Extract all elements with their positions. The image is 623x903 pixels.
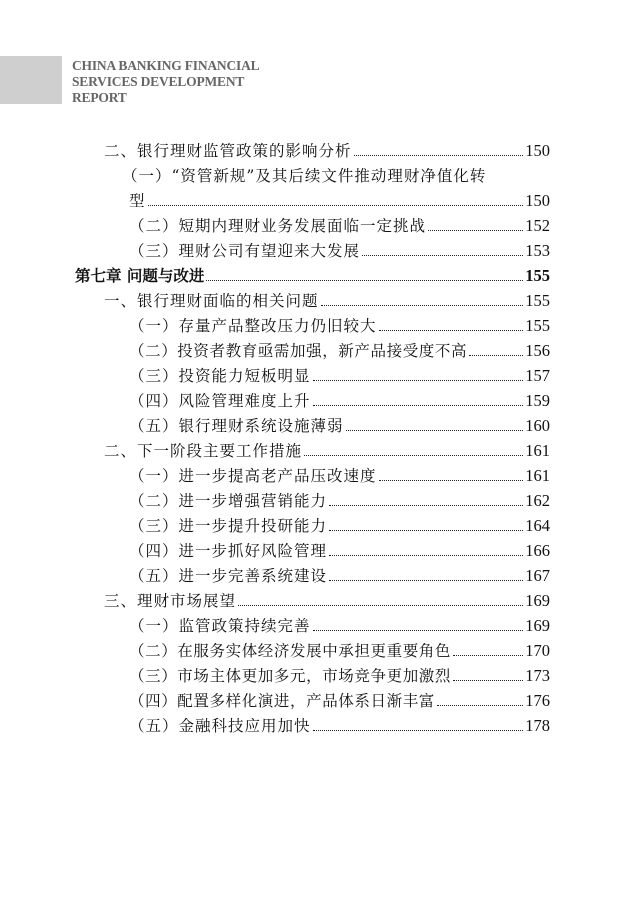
toc-entry[interactable] bbox=[129, 466, 550, 486]
toc-entry-title: （四）配置多样化演进，产品体系日渐丰富 bbox=[129, 692, 435, 710]
toc-leader bbox=[329, 580, 523, 581]
header-line: CHINA BANKING FINANCIAL bbox=[72, 58, 260, 73]
toc-entry-page: 150 bbox=[525, 191, 550, 210]
toc-entry-page: 173 bbox=[525, 666, 550, 685]
toc-entry[interactable] bbox=[129, 316, 550, 336]
header-line: REPORT bbox=[72, 90, 127, 105]
toc-entry-page: 170 bbox=[525, 641, 550, 660]
toc-entry-page: 169 bbox=[525, 591, 550, 610]
toc-entry[interactable] bbox=[129, 391, 550, 411]
toc-entry-page: 176 bbox=[525, 691, 550, 710]
toc-entry-page: 161 bbox=[525, 441, 550, 460]
toc-entry-title: （五）进一步完善系统建设 bbox=[129, 567, 328, 585]
toc-entry-page: 155 bbox=[525, 291, 550, 310]
toc-entry-page: 153 bbox=[525, 241, 550, 260]
toc-entry-title: （二）进一步增强营销能力 bbox=[129, 492, 328, 510]
toc-entry-page: 155 bbox=[525, 266, 550, 285]
toc-leader bbox=[313, 630, 524, 631]
toc-entry-page: 150 bbox=[525, 141, 550, 160]
toc-entry[interactable] bbox=[104, 141, 550, 161]
toc-leader bbox=[313, 730, 524, 731]
toc-leader bbox=[313, 380, 524, 381]
toc-entry[interactable] bbox=[104, 441, 550, 461]
toc-leader bbox=[453, 655, 523, 656]
toc-entry-title: （三）理财公司有望迎来大发展 bbox=[129, 242, 361, 260]
toc-chapter-entry[interactable] bbox=[75, 266, 550, 286]
toc-entry[interactable] bbox=[104, 291, 550, 311]
toc-entry-page: 156 bbox=[525, 341, 550, 360]
toc-entry[interactable] bbox=[129, 641, 550, 661]
toc-leader bbox=[206, 280, 523, 281]
toc-entry-title: （四）进一步抓好风险管理 bbox=[129, 542, 328, 560]
toc-entry-title: （一）监管政策持续完善 bbox=[129, 617, 311, 635]
toc-leader bbox=[329, 505, 523, 506]
toc-entry-title: （一）存量产品整改压力仍旧较大 bbox=[129, 317, 377, 335]
toc-leader bbox=[329, 530, 523, 531]
toc-entry-page: 169 bbox=[525, 616, 550, 635]
toc-leader bbox=[238, 605, 523, 606]
toc-entry-title: 一、银行理财面临的相关问题 bbox=[104, 292, 319, 310]
toc-entry-title: 二、下一阶段主要工作措施 bbox=[104, 442, 303, 460]
toc-entry[interactable] bbox=[129, 366, 550, 386]
toc-entry-page: 164 bbox=[525, 516, 550, 535]
toc-entry[interactable] bbox=[129, 416, 550, 436]
toc-entry-page: 178 bbox=[525, 716, 550, 735]
toc-entry-title: （二）投资者教育亟需加强，新产品接受度不高 bbox=[129, 342, 468, 360]
toc-leader bbox=[354, 155, 524, 156]
toc-entry-page: 160 bbox=[525, 416, 550, 435]
toc-entry-page: 166 bbox=[525, 541, 550, 560]
toc-entry[interactable] bbox=[129, 241, 550, 261]
toc-entry-page: 155 bbox=[525, 316, 550, 335]
toc-entry[interactable] bbox=[129, 666, 550, 686]
toc-entry-title: 三、理财市场展望 bbox=[104, 592, 237, 610]
toc-entry-title: （二）短期内理财业务发展面临一定挑战 bbox=[129, 217, 427, 235]
toc-entry[interactable] bbox=[129, 716, 550, 736]
toc-entry-page: 161 bbox=[525, 466, 550, 485]
toc-entry[interactable] bbox=[129, 191, 550, 211]
toc-entry-title: （五）银行理财系统设施薄弱 bbox=[129, 417, 344, 435]
toc-leader bbox=[453, 680, 523, 681]
toc-leader bbox=[148, 205, 524, 206]
toc-leader bbox=[346, 430, 524, 431]
toc-leader bbox=[329, 555, 523, 556]
toc-entry-page: 152 bbox=[525, 216, 550, 235]
header-gray-block bbox=[0, 56, 62, 104]
toc-entry-page: 157 bbox=[525, 366, 550, 385]
toc-leader bbox=[321, 305, 524, 306]
toc-leader bbox=[428, 230, 523, 231]
toc-leader bbox=[362, 255, 523, 256]
toc-entry-title: （三）投资能力短板明显 bbox=[129, 367, 311, 385]
toc-entry-page: 167 bbox=[525, 566, 550, 585]
toc-entry[interactable] bbox=[129, 566, 550, 586]
toc-entry[interactable] bbox=[104, 591, 550, 611]
toc-entry-title: （二）在服务实体经济发展中承担更重要角色 bbox=[129, 642, 452, 660]
toc-leader bbox=[313, 405, 524, 406]
toc-leader bbox=[379, 480, 524, 481]
toc-leader bbox=[469, 355, 523, 356]
toc-entry-page: 159 bbox=[525, 391, 550, 410]
toc-entry-title: （三）市场主体更加多元，市场竞争更加激烈 bbox=[129, 667, 452, 685]
toc-entry-title[interactable]: （一）“资管新规”及其后续文件推动理财净值化转 bbox=[122, 167, 487, 185]
toc-leader bbox=[304, 455, 523, 456]
toc-entry-title: （五）金融科技应用加快 bbox=[129, 717, 311, 735]
toc-entry[interactable] bbox=[129, 691, 550, 711]
toc-entry-title: 二、银行理财监管政策的影响分析 bbox=[104, 142, 352, 160]
toc-leader bbox=[379, 330, 524, 331]
toc-entry[interactable] bbox=[129, 516, 550, 536]
running-header bbox=[72, 58, 332, 106]
toc-entry[interactable] bbox=[129, 216, 550, 236]
toc-entry-title: （一）进一步提高老产品压改速度 bbox=[129, 467, 377, 485]
toc-chapter-title: 第七章 问题与改进 bbox=[75, 266, 205, 285]
toc-entry[interactable] bbox=[129, 491, 550, 511]
toc-entry-title: （四）风险管理难度上升 bbox=[129, 392, 311, 410]
toc-leader bbox=[437, 705, 523, 706]
toc-entry[interactable] bbox=[129, 341, 550, 361]
toc-entry[interactable] bbox=[129, 541, 550, 561]
toc-entry-page: 162 bbox=[525, 491, 550, 510]
toc-entry-title-continued: 型 bbox=[129, 192, 146, 210]
toc-entry-title: （三）进一步提升投研能力 bbox=[129, 517, 328, 535]
header-line: SERVICES DEVELOPMENT bbox=[72, 74, 245, 89]
toc-entry[interactable] bbox=[129, 616, 550, 636]
